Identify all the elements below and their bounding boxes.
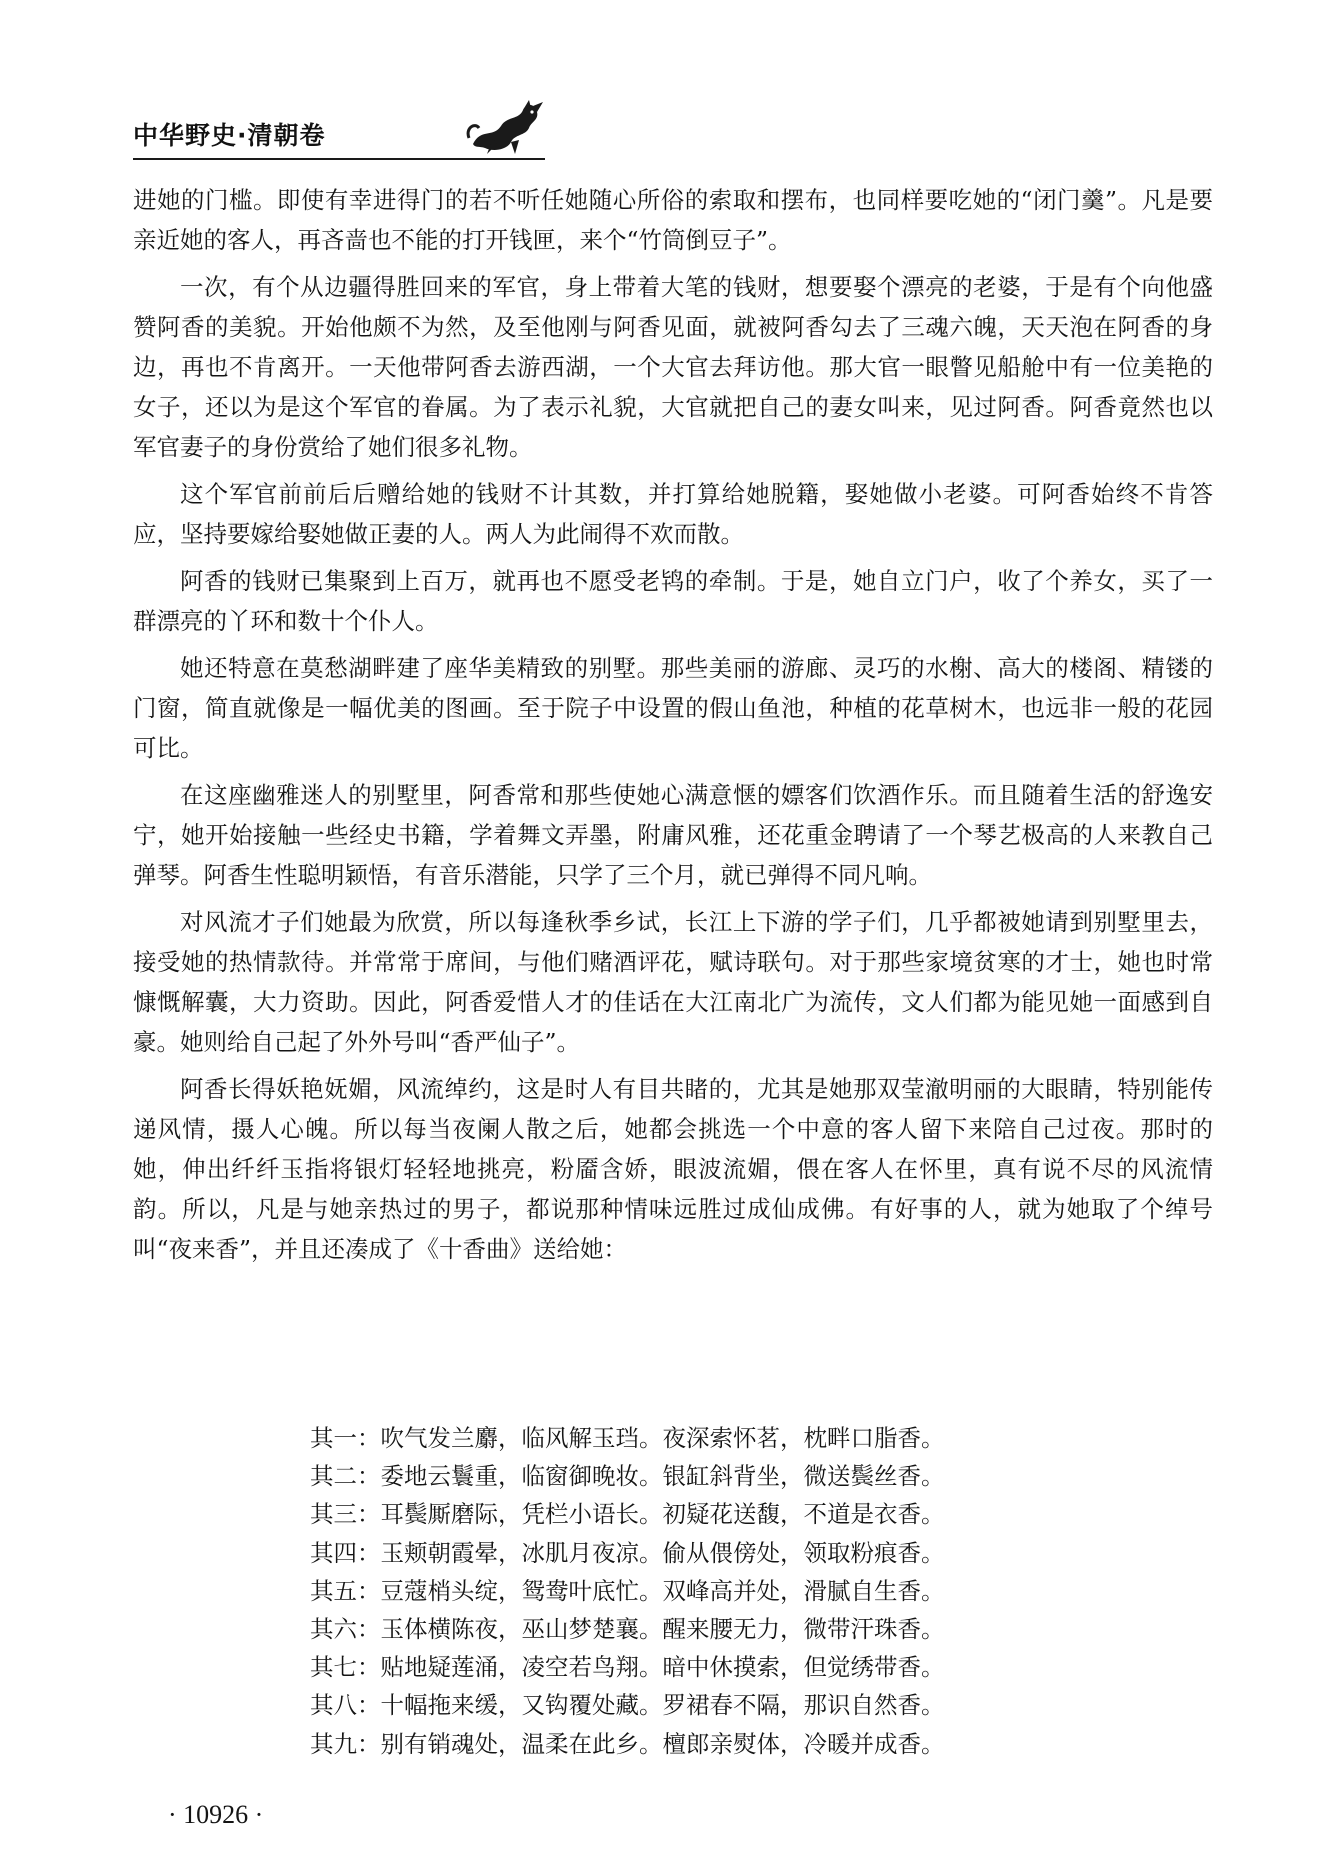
paragraph: 这个军官前前后后赠给她的钱财不计其数，并打算给她脱籍，娶她做小老婆。可阿香始终不肯答应，坚持要嫁给娶她做正妻的人。两人为此闹得不欢而散。 [133,480,1213,548]
page-number: · 10926 · [168,1800,264,1829]
poem-line: 其二：委地云鬟重，临窗御晚妆。银缸斜背坐，微送鬓丝香。 [310,1462,945,1491]
poem-line: 其一：吹气发兰麝，临风解玉珰。夜深索怀茗，枕畔口脂香。 [310,1424,945,1452]
dragon-emblem-icon [463,98,545,156]
paragraph: 阿香长得妖艳妩媚，风流绰约，这是时人有目共睹的，尤其是她那双莹澈明丽的大眼睛，特别能传递风情，摄人心魄。所以每当夜阑人散之后，她都会挑选一个中意的客人留下来陪自己过夜。那时的她，伸出纤纤玉指将银灯轻轻地挑亮，粉靥含娇，眼波流媚，偎在客人在怀里，真有说不尽的风流情韵。所以，凡是与她亲热过的男子，都说那种情味远胜过成仙成佛。有好事的人，就为她取了个绰号叫“夜来香”，并且还凑成了《十香曲》送给她： [133,1075,1213,1263]
paragraph: 进她的门槛。即使有幸进得门的若不听任她随心所俗的索取和摆布，也同样要吃她的“闭门羹”。凡是要亲近她的客人，再吝啬也不能的打开钱匣，来个“竹筒倒豆子”。 [133,186,1213,254]
poem-line: 其八：十幅拖来缓，又钩覆处藏。罗裙春不隔，那识自然香。 [310,1691,945,1720]
paragraph: 在这座幽雅迷人的别墅里，阿香常和那些使她心满意惬的嫖客们饮酒作乐。而且随着生活的舒逸安宁，她开始接触一些经史书籍，学着舞文弄墨，附庸风雅，还花重金聘请了一个琴艺极高的人来教自己弹琴。阿香生性聪明颖悟，有音乐潜能，只学了三个月，就已弹得不同凡响。 [133,781,1213,889]
running-header [133,108,543,160]
poem-line: 其七：贴地疑莲涌，凌空若鸟翔。暗中休摸索，但觉绣带香。 [310,1653,945,1682]
poem-ten-fragrances [310,1419,945,1763]
poem-line: 其四：玉颊朝霞晕，冰肌月夜凉。偷从偎傍处，领取粉痕香。 [310,1538,945,1567]
poem-line: 其九：别有销魂处，温柔在此乡。檀郎亲熨体，冷暖并成香。 [310,1729,945,1758]
book-title: 中华野史·清朝卷 [133,121,326,150]
body-text [133,180,1213,1276]
paragraph: 一次，有个从边疆得胜回来的军官，身上带着大笔的钱财，想要娶个漂亮的老婆，于是有个向他盛赞阿香的美貌。开始他颇不为然，及至他刚与阿香见面，就被阿香勾去了三魂六魄，天天泡在阿香的身边，再也不肯离开。一天他带阿香去游西湖，一个大官去拜访他。那大官一眼瞥见船舱中有一位美艳的女子，还以为是这个军官的眷属。为了表示礼貌，大官就把自己的妻女叫来，见过阿香。阿香竟然也以军官妻子的身份赏给了她们很多礼物。 [133,273,1213,461]
paragraph: 她还特意在莫愁湖畔建了座华美精致的别墅。那些美丽的游廊、灵巧的水榭、高大的楼阁、精镂的门窗，简直就像是一幅优美的图画。至于院子中设置的假山鱼池，种植的花草树木，也远非一般的花园可比。 [133,654,1213,762]
header-divider [133,158,545,160]
poem-line: 其三：耳鬓厮磨际，凭栏小语长。初疑花送馥，不道是衣香。 [310,1500,945,1529]
poem-line: 其六：玉体横陈夜，巫山梦楚襄。醒来腰无力，微带汗珠香。 [310,1615,945,1644]
poem-line: 其五：豆蔻梢头绽，鸳鸯叶底忙。双峰高并处，滑腻自生香。 [310,1576,945,1605]
paragraph: 对风流才子们她最为欣赏，所以每逢秋季乡试，长江上下游的学子们，几乎都被她请到别墅里去，接受她的热情款待。并常常于席间，与他们赌酒评花，赋诗联句。对于那些家境贫寒的才士，她也时常慷慨解囊，大力资助。因此，阿香爱惜人才的佳话在大江南北广为流传，文人们都为能见她一面感到自豪。她则给自己起了外外号叫“香严仙子”。 [133,908,1213,1056]
paragraph: 阿香的钱财已集聚到上百万，就再也不愿受老鸨的牵制。于是，她自立门户，收了个养女，买了一群漂亮的丫环和数十个仆人。 [133,567,1213,635]
